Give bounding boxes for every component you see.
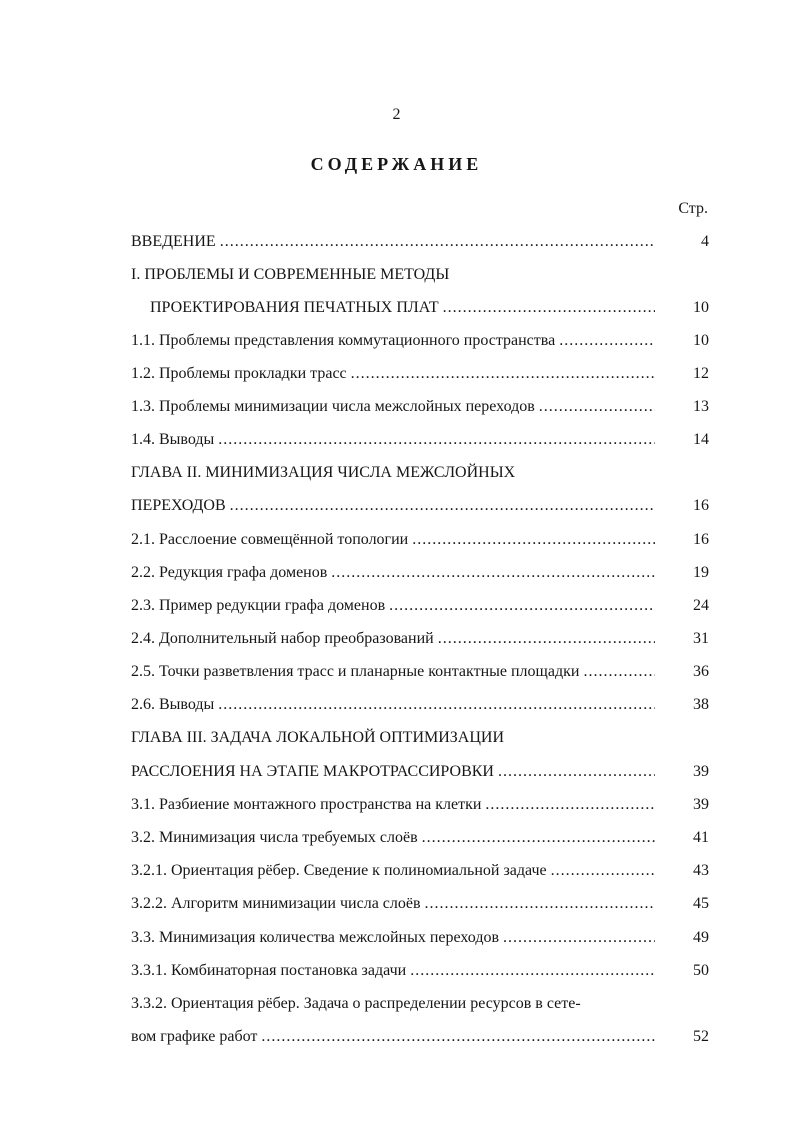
toc-page: 50: [693, 962, 709, 979]
toc-entry: 2.5. Точки разветвления трасс и планарные контактные площадки ..... 36: [131, 662, 709, 682]
toc-entry: 2.2. Редукция графа доменов ..... 19: [131, 563, 709, 583]
toc-page: 31: [693, 630, 709, 647]
toc-entry: 2.1. Расслоение совмещённой топологии ..... 16: [131, 530, 709, 550]
page-number: 2: [392, 106, 401, 123]
toc-page: 24: [693, 597, 709, 614]
toc-entry: ВВЕДЕНИЕ ..... 4: [131, 232, 709, 252]
toc-entry: 3.2.2. Алгоритм минимизации числа слоёв ..... 45: [131, 894, 709, 914]
toc-page: 10: [693, 299, 709, 316]
toc-entry: ГЛАВА III. ЗАДАЧА ЛОКАЛЬНОЙ ОПТИМИЗАЦИИ: [131, 729, 505, 746]
toc-page: 39: [693, 763, 709, 780]
toc-entry: ГЛАВА II. МИНИМИЗАЦИЯ ЧИСЛА МЕЖСЛОЙНЫХ: [131, 464, 516, 481]
toc-page: 10: [693, 332, 709, 349]
toc-page: 4: [701, 233, 709, 250]
toc-entry: 2.4. Дополнительный набор преобразований ..... 31: [131, 629, 709, 649]
toc-entry: 1.2. Проблемы прокладки трасс ..... 12: [131, 364, 709, 384]
toc-page: 19: [693, 564, 709, 581]
toc-page: 12: [693, 365, 709, 382]
toc-page: 52: [693, 1028, 709, 1045]
page-title: СОДЕРЖАНИЕ: [310, 154, 483, 174]
toc-page: 39: [693, 796, 709, 813]
toc-entry: 3.3.1. Комбинаторная постановка задачи ..... 50: [131, 961, 709, 981]
toc-page: 49: [693, 929, 709, 946]
toc-page: 38: [693, 696, 709, 713]
toc-page: 43: [693, 862, 709, 879]
toc-page: 16: [693, 531, 709, 548]
toc-page: 13: [693, 398, 709, 415]
toc-entry: 1.4. Выводы ..... 14: [131, 430, 709, 450]
toc-page: 14: [693, 431, 709, 448]
toc-entry: 3.1. Разбиение монтажного пространства на клетки ..... 39: [131, 795, 709, 815]
toc-entry: РАССЛОЕНИЯ НА ЭТАПЕ МАКРОТРАССИРОВКИ ..... 39: [131, 762, 709, 782]
toc-entry: 3.2. Минимизация числа требуемых слоёв ..... 41: [131, 828, 709, 848]
toc-page: 36: [693, 663, 709, 680]
toc-entry: вом графике работ ..... 52: [131, 1027, 709, 1047]
toc-entry: 3.3.2. Ориентация рёбер. Задача о распределении ресурсов в сете-: [131, 995, 581, 1012]
toc-entry: ПРОЕКТИРОВАНИЯ ПЕЧАТНЫХ ПЛАТ ..... 10: [150, 298, 709, 318]
page-column-label: Стр.: [678, 200, 708, 217]
toc-entry: 3.2.1. Ориентация рёбер. Сведение к полиномиальной задаче ..... 43: [131, 861, 709, 881]
toc-entry: 2.6. Выводы ..... 38: [131, 695, 709, 715]
toc-entry: 3.3. Минимизация количества межслойных переходов ..... 49: [131, 928, 709, 948]
toc-entry: I. ПРОБЛЕМЫ И СОВРЕМЕННЫЕ МЕТОДЫ: [131, 266, 450, 283]
toc-entry: 1.3. Проблемы минимизации числа межслойных переходов ..... 13: [131, 397, 709, 417]
toc-entry: 2.3. Пример редукции графа доменов ..... 24: [131, 596, 709, 616]
toc-page: 16: [693, 497, 709, 514]
toc-entry: ПЕРЕХОДОВ ..... 16: [131, 496, 709, 516]
toc-page: 45: [693, 895, 709, 912]
toc-entry: 1.1. Проблемы представления коммутационного пространства ..... 10: [131, 331, 709, 351]
toc-page: 41: [693, 829, 709, 846]
